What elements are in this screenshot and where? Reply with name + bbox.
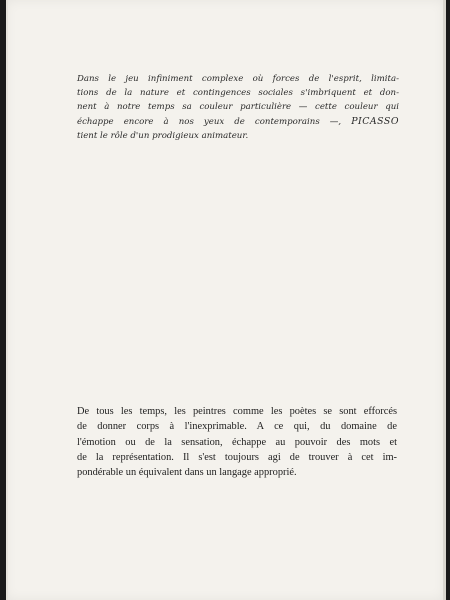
book-page: [6, 0, 444, 600]
body-line: de donner corps à l'inexprimable. A ce qui, du domaine de: [77, 421, 397, 433]
page-left-edge: [6, 0, 8, 600]
quote-line: Dans le jeu infiniment complexe où forces de l'esprit, limita-: [77, 74, 399, 84]
body-paragraph: [77, 404, 397, 480]
body-line: de la représentation. Il s'est toujours agi de trouver à cet im-: [77, 451, 397, 463]
body-line: l'émotion ou de la sensation, échappe au pouvoir des mots et: [77, 436, 397, 448]
quote-line-with-name: [77, 115, 399, 129]
artist-name: PICASSO: [351, 115, 400, 127]
quote-line: échappe encore à nos yeux de contemporains —,: [77, 116, 342, 127]
quote-line: tient le rôle d'un prodigieux animateur.: [77, 130, 249, 141]
quote-line: nent à notre temps sa couleur particulière — cette couleur qui: [77, 102, 399, 113]
body-line: De tous les temps, les peintres comme les poètes se sont efforcés: [77, 406, 397, 417]
page-right-edge: [443, 0, 446, 600]
body-line: pondérable un équivalent dans un langage approprié.: [77, 467, 297, 479]
quote-line: tions de la nature et contingences sociales s'imbriquent et don-: [77, 88, 399, 99]
italic-quote-paragraph: [77, 72, 399, 143]
